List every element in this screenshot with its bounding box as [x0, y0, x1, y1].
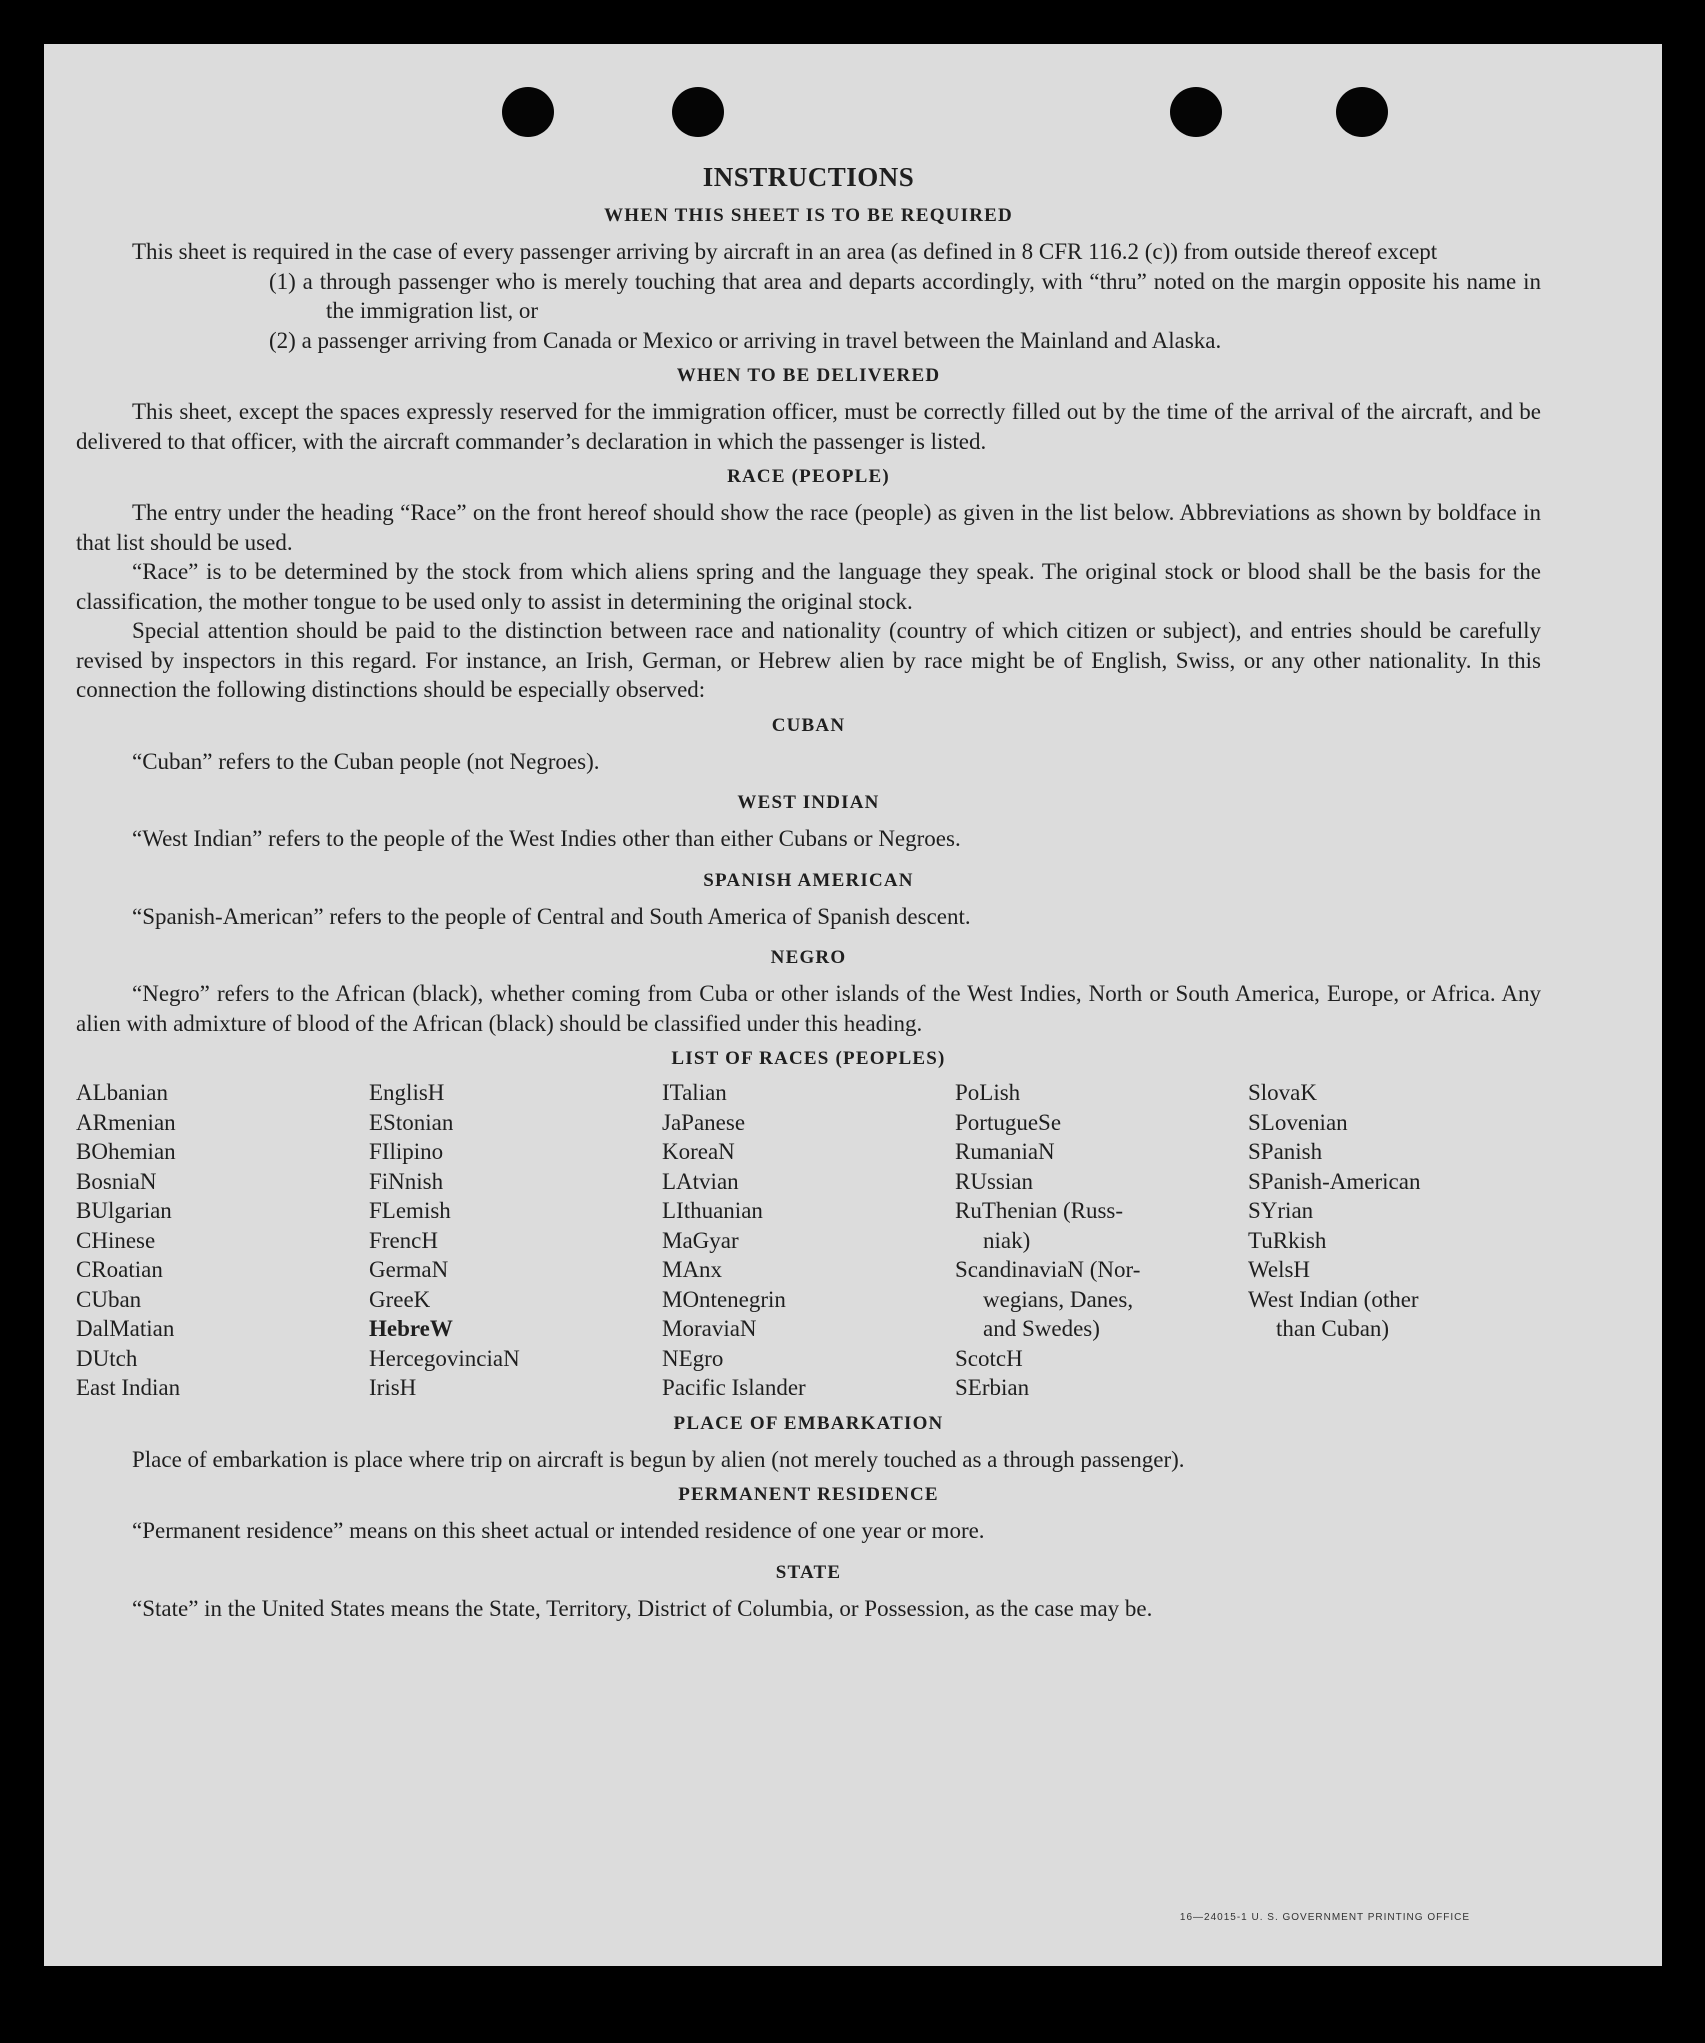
race-entry: FrencH [369, 1227, 438, 1253]
race-entry: WelsH [1248, 1257, 1311, 1282]
race-entry: JaPanese [662, 1109, 746, 1135]
race-entry: EStonian [369, 1109, 454, 1135]
race-entry: BUlgarian [76, 1198, 172, 1223]
race-entry: DalMatian [76, 1316, 175, 1341]
race-entry: BOhemian [76, 1139, 176, 1164]
punch-hole [672, 87, 724, 137]
section-heading: WHEN TO BE DELIVERED [676, 365, 941, 386]
printer-imprint: 16—24015-1 U. S. GOVERNMENT PRINTING OFFICE [1179, 1912, 1470, 1923]
section-heading: STATE [775, 1561, 842, 1583]
document-page [44, 44, 1662, 1966]
race-entry-continued: than Cuban) [1276, 1316, 1390, 1341]
paragraph: “State” in the United States means the State, Territory, District of Columbia, or Possession, as the case may be. [132, 1595, 1153, 1621]
race-entry: SPanish-American [1248, 1168, 1421, 1194]
race-entry: FLemish [369, 1198, 451, 1223]
race-entry: SPanish [1248, 1139, 1323, 1164]
section-heading: LIST OF RACES (PEOPLES) [671, 1048, 946, 1069]
race-entry: CHinese [76, 1227, 156, 1253]
section-heading: PLACE OF EMBARKATION [673, 1412, 944, 1434]
race-entry: PoLish [955, 1080, 1021, 1105]
race-entry: SLovenian [1248, 1109, 1348, 1135]
race-entry: ScotcH [955, 1345, 1023, 1371]
list-item: (2) a passenger arriving from Canada or Mexico or arriving in travel between the Mainland and Alaska. [269, 327, 1222, 353]
race-entry-continued: niak) [983, 1227, 1031, 1253]
race-entry: CRoatian [76, 1257, 163, 1282]
race-column [369, 1078, 662, 1403]
race-entry: NEgro [662, 1345, 724, 1371]
race-entry-continued: and Swedes) [983, 1316, 1100, 1341]
race-entry: RuThenian (Russ- [955, 1198, 1124, 1223]
race-entry: FIlipino [369, 1139, 444, 1164]
race-entry: LAtvian [662, 1168, 739, 1194]
race-entry: MAnx [662, 1257, 723, 1282]
instructions-body [76, 162, 1541, 1623]
race-entry: TuRkish [1248, 1227, 1327, 1253]
race-entry: ARmenian [76, 1109, 176, 1135]
section-heading: CUBAN [771, 714, 846, 736]
race-entry: SErbian [955, 1375, 1030, 1400]
race-column [955, 1078, 1248, 1403]
race-entry: GermaN [369, 1257, 449, 1282]
race-entry: GreeK [369, 1286, 431, 1312]
race-column [662, 1078, 955, 1403]
list-item: (1) a through passenger who is merely touching that area and departs accordingly, with “thru” noted on the margin opposite his name in the immigration list, or [269, 268, 1541, 323]
race-entry: MoraviaN [662, 1316, 757, 1341]
paragraph: “Permanent residence” means on this sheet actual or intended residence of one year or more. [132, 1518, 985, 1543]
race-entry: MOntenegrin [662, 1286, 786, 1312]
paragraph: “Negro” refers to the African (black), whether coming from Cuba or other islands of the West Indies, North or South America, Europe, or Africa. Any alien with admixture of blood of the African (black) should be classified under this heading. [76, 981, 1541, 1036]
punch-hole [1170, 87, 1222, 137]
race-entry: RUssian [955, 1168, 1033, 1194]
race-entry: BosniaN [76, 1168, 157, 1194]
race-entry: SYrian [1248, 1198, 1314, 1223]
section-heading: NEGRO [770, 947, 847, 968]
section-heading: PERMANENT RESIDENCE [678, 1484, 939, 1505]
race-entry: ITalian [662, 1080, 727, 1105]
paragraph: Special attention should be paid to the distinction between race and nationality (country of which citizen or subject), and entries should be carefully revised by inspectors in this regard. For instance, an Irish, German, or Hebrew alien by race might be of English, Swiss, or any other nationality. In this connection the following distinctions should be especially observed: [76, 618, 1541, 702]
page-title: INSTRUCTIONS [702, 162, 915, 192]
race-entry: HercegovinciaN [369, 1345, 520, 1371]
race-list [76, 1078, 1541, 1403]
race-entry: Pacific Islander [662, 1375, 806, 1400]
race-column [1248, 1078, 1541, 1403]
race-entry: ScandinaviaN (Nor- [955, 1257, 1141, 1282]
race-entry: RumaniaN [955, 1139, 1055, 1164]
paragraph: This sheet is required in the case of every passenger arriving by aircraft in an area (as defined in 8 CFR 116.2 (c)) from outside thereof except [132, 239, 1438, 264]
race-entry: EnglisH [369, 1080, 445, 1105]
race-entry: PortugueSe [955, 1109, 1062, 1135]
section-heading: RACE (PEOPLE) [727, 466, 890, 487]
race-column [76, 1078, 369, 1403]
race-entry: SlovaK [1248, 1080, 1317, 1105]
paragraph: Place of embarkation is place where trip on aircraft is begun by alien (not merely touched as a through passenger). [132, 1446, 1185, 1472]
race-entry: HebreW [369, 1316, 453, 1341]
section-heading: WEST INDIAN [737, 792, 880, 813]
race-entry: East Indian [76, 1375, 181, 1400]
section-heading: SPANISH AMERICAN [703, 869, 914, 891]
paragraph: “West Indian” refers to the people of the West Indies other than either Cubans or Negroes. [132, 826, 961, 851]
race-entry: West Indian (other [1248, 1286, 1419, 1312]
race-entry: DUtch [76, 1345, 138, 1371]
paragraph: “Cuban” refers to the Cuban people (not Negroes). [132, 748, 600, 774]
race-entry-continued: wegians, Danes, [983, 1286, 1134, 1312]
race-entry: CUban [76, 1286, 142, 1312]
race-entry: MaGyar [662, 1227, 739, 1253]
punch-hole [1336, 87, 1388, 137]
paragraph: The entry under the heading “Race” on the front hereof should show the race (people) as given in the list below. Abbreviations as shown by boldface in that list should be used. [76, 500, 1541, 555]
paragraph: “Spanish-American” refers to the people of Central and South America of Spanish descent. [132, 903, 971, 929]
paragraph: “Race” is to be determined by the stock from which aliens spring and the language they speak. The original stock or blood shall be the basis for the classification, the mother tongue to be used only to assist in determining the original stock. [76, 559, 1541, 614]
paragraph: This sheet, except the spaces expressly reserved for the immigration officer, must be correctly filled out by the time of the arrival of the aircraft, and be delivered to that officer, with the aircraft commander’s declaration in which the passenger is listed. [76, 399, 1541, 454]
race-entry: ALbanian [76, 1080, 168, 1105]
race-entry: KoreaN [662, 1139, 735, 1164]
punch-hole [502, 87, 554, 137]
section-heading: WHEN THIS SHEET IS TO BE REQUIRED [604, 205, 1013, 226]
race-entry: FiNnish [369, 1168, 444, 1194]
race-entry: IrisH [369, 1375, 417, 1400]
race-entry: LIthuanian [662, 1198, 763, 1223]
